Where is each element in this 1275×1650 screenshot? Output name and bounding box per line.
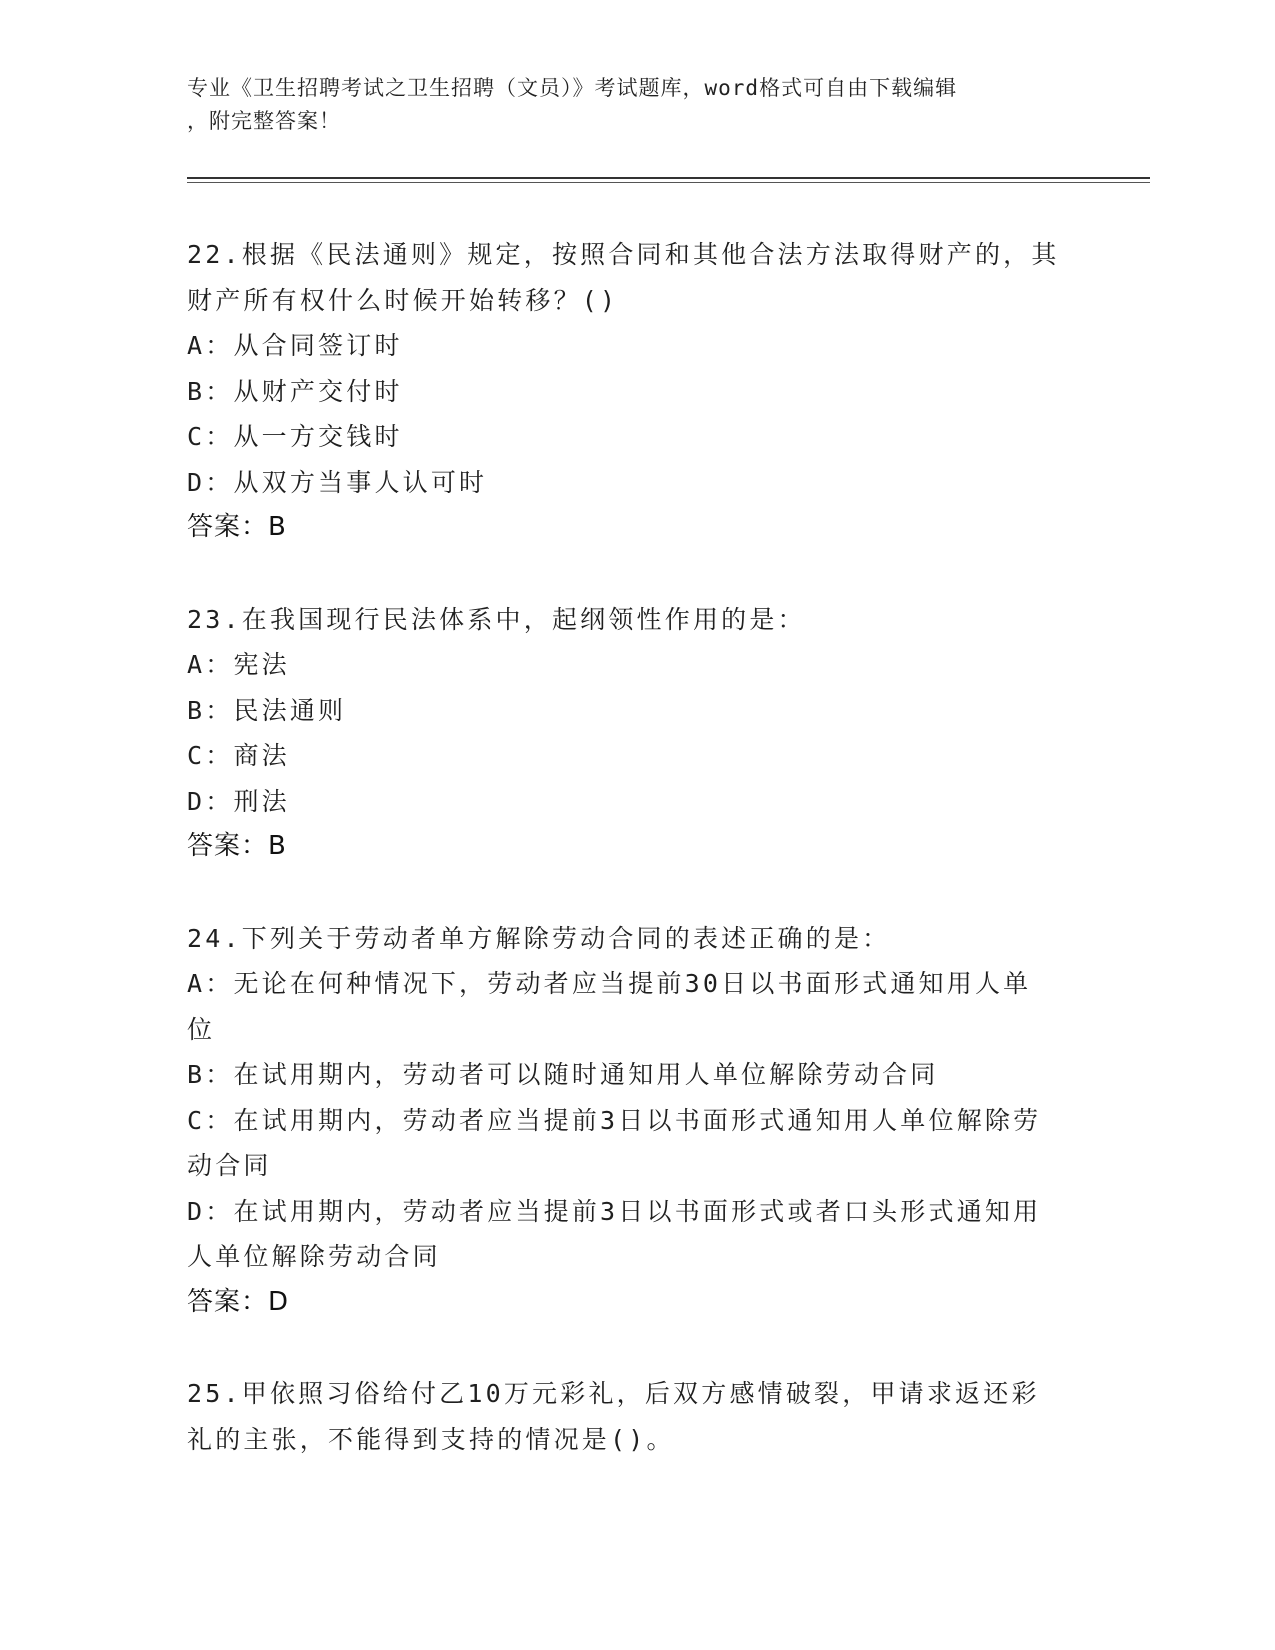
option-c: C：在试用期内，劳动者应当提前3日以书面形式通知用人单位解除劳 [187,1105,1042,1135]
option-d: D：刑法 [187,786,290,816]
option-c: C：从一方交钱时 [187,422,403,451]
question-25 [187,1371,1067,1462]
question-stem-line: 24.下列关于劳动者单方解除劳动合同的表述正确的是： [187,923,891,953]
question-22 [187,232,1067,551]
option-a: A：无论在何种情况下，劳动者应当提前30日以书面形式通知用人单 [187,969,1032,998]
answer-label: 答案：D [187,1286,290,1317]
header-divider-thin [187,182,1150,183]
answer-label: 答案：B [187,831,287,861]
question-stem-line: 财产所有权什么时候开始转移？() [187,285,619,315]
option-b: B：民法通则 [187,695,347,725]
header-divider-thick [187,177,1150,179]
option-b: B：在试用期内，劳动者可以随时通知用人单位解除劳动合同 [187,1060,939,1089]
document-header [187,72,1067,138]
question-list [187,232,1067,1508]
option-c-continued: 动合同 [187,1151,272,1180]
option-a: A：从合同签订时 [187,331,403,360]
option-d-continued: 人单位解除劳动合同 [187,1242,441,1271]
question-stem-line: 23.在我国现行民法体系中，起纲领性作用的是： [187,604,806,634]
option-d: D：在试用期内，劳动者应当提前3日以书面形式或者口头形式通知用 [187,1196,1042,1226]
option-d: D：从双方当事人认可时 [187,467,488,497]
question-stem-line: 22.根据《民法通则》规定，按照合同和其他合法方法取得财产的，其 [187,240,1060,269]
question-stem-line: 礼的主张，不能得到支持的情况是()。 [187,1424,675,1454]
header-line-1: 专业《卫生招聘考试之卫生招聘（文员）》考试题库，word格式可自由下载编辑 [187,76,958,100]
option-a-continued: 位 [187,1014,216,1044]
option-c: C：商法 [187,741,290,770]
option-b: B：从财产交付时 [187,376,403,406]
question-24 [187,916,1067,1326]
question-stem-line: 25.甲依照习俗给付乙10万元彩礼，后双方感情破裂，甲请求返还彩 [187,1379,1040,1408]
answer-label: 答案：B [187,512,287,542]
question-23 [187,597,1067,870]
header-line-2: ，附完整答案！ [187,109,341,133]
option-a: A：宪法 [187,650,290,679]
